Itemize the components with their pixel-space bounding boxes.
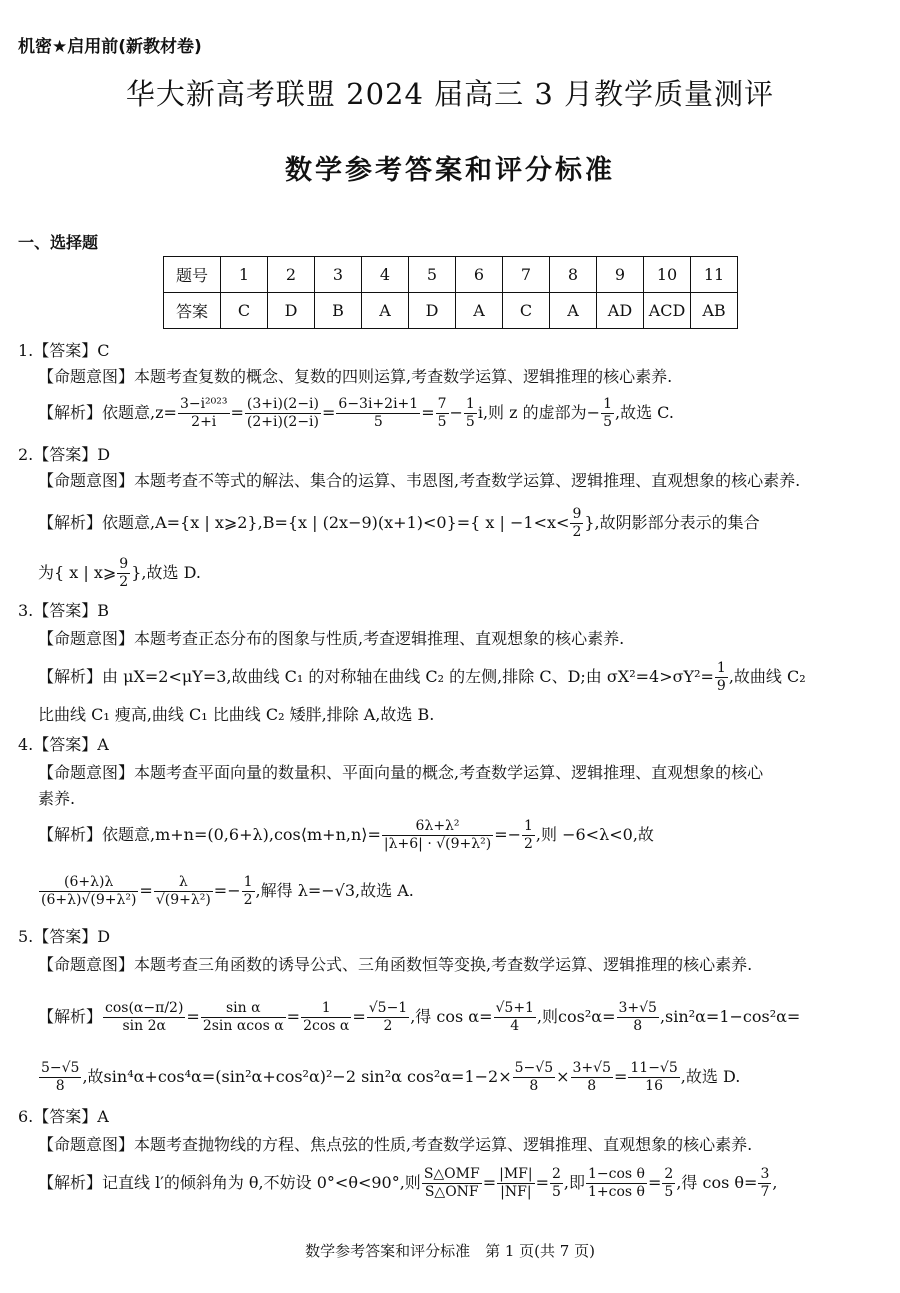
denominator: |λ+6| · √(9+λ²) <box>383 836 492 852</box>
equals: = <box>286 1007 301 1026</box>
equals: =− <box>494 825 521 844</box>
denominator: 2 <box>572 524 582 540</box>
q3-analysis-text: 【解析】由 μX=2<μY=3,故曲线 C₁ 的对称轴在曲线 C₂ 的左侧,排除 C、D;由 σX²=4>σY²= <box>38 667 714 686</box>
table-cell: 3 <box>315 257 362 293</box>
fraction <box>436 396 449 431</box>
numerator: 1 <box>716 660 726 676</box>
exam-title: 华大新高考联盟 2024 届高三 3 月教学质量测评 <box>125 77 775 111</box>
denominator: 2+i <box>191 414 217 430</box>
q5-analysis-line2 <box>38 1060 878 1095</box>
q2-analysis <box>38 506 878 541</box>
q6-intent: 【命题意图】本题考查抛物线的方程、焦点弦的性质,考查数学运算、逻辑推理、直观想象的核心素养. <box>38 1135 753 1154</box>
numerator: 1 <box>465 396 475 412</box>
answer-table-answer-row <box>164 293 738 329</box>
q1-intent: 【命题意图】本题考查复数的概念、复数的四则运算,考查数学运算、逻辑推理的核心素养. <box>38 367 673 386</box>
equals: = <box>613 1067 628 1086</box>
q4-intent: 【命题意图】本题考查平面向量的数量积、平面向量的概念,考查数学运算、逻辑推理、直观想象的核心 <box>38 763 764 782</box>
q5-answer: 5.【答案】D <box>18 927 111 946</box>
q2-intent: 【命题意图】本题考查不等式的解法、集合的运算、韦恩图,考查数学运算、逻辑推理、直观想象的核心素养. <box>38 471 801 490</box>
table-cell: 1 <box>221 257 268 293</box>
answer-table <box>163 256 738 329</box>
table-cell: 10 <box>644 257 691 293</box>
denominator: 5 <box>373 414 383 430</box>
table-cell: AB <box>691 293 738 329</box>
numerator: √5−1 <box>368 1000 408 1016</box>
confidential-label: 机密★启用前(新教材卷) <box>18 37 202 57</box>
q4-analysis-text: ,解得 λ=−√3,故选 A. <box>255 881 414 900</box>
q2-analysis-line2 <box>38 556 878 591</box>
q4-analysis-text: 【解析】依题意,m+n=(0,6+λ),cos⟨m+n,n⟩= <box>38 825 381 844</box>
numerator: cos(α−π/2) <box>105 1000 184 1016</box>
numerator: 9 <box>119 556 129 572</box>
times: × <box>556 1067 570 1086</box>
denominator: (6+λ)√(9+λ²) <box>41 892 137 908</box>
table-header-answer: 答案 <box>164 293 221 329</box>
q1-answer: 1.【答案】C <box>18 341 110 360</box>
q5-analysis-text: ,得 cos α= <box>410 1007 493 1026</box>
fraction <box>497 1166 534 1201</box>
table-cell: A <box>456 293 503 329</box>
table-cell: 9 <box>597 257 644 293</box>
fraction <box>586 1166 647 1201</box>
equals: = <box>322 403 336 422</box>
q1-analysis-text: ,故选 C. <box>614 403 674 422</box>
denominator: 5 <box>552 1184 561 1200</box>
denominator: sin 2α <box>122 1018 166 1034</box>
equals: = <box>482 1173 497 1192</box>
denominator: 7 <box>760 1184 770 1200</box>
q2-analysis-text: },故阴影部分表示的集合 <box>584 513 760 532</box>
answer-table-number-row <box>164 257 738 293</box>
denominator: 5 <box>664 1184 674 1200</box>
q4-analysis-line2 <box>38 874 878 909</box>
table-cell: C <box>503 293 550 329</box>
q4-analysis <box>38 818 878 853</box>
numerator: 1 <box>243 874 253 890</box>
denominator: 4 <box>510 1018 520 1034</box>
q6-analysis-text: , <box>772 1173 778 1192</box>
q5-analysis-text: ,故sin⁴α+cos⁴α=(sin²α+cos²α)²−2 sin²α cos²α=1−2× <box>82 1067 512 1086</box>
numerator: (6+λ)λ <box>39 874 138 892</box>
fraction <box>550 1166 563 1201</box>
numerator: S△OMF <box>423 1166 480 1182</box>
table-cell: C <box>221 293 268 329</box>
section-heading-choice: 一、选择题 <box>18 233 99 252</box>
numerator: λ <box>154 874 213 892</box>
equals: = <box>139 881 153 900</box>
table-cell: ACD <box>644 293 691 329</box>
denominator: 2 <box>524 836 533 852</box>
denominator: |NF| <box>500 1184 532 1200</box>
q5-intent: 【命题意图】本题考查三角函数的诱导公式、三角函数恒等变换,考查数学运算、逻辑推理的核心素养. <box>38 955 753 974</box>
denominator: √(9+λ²) <box>155 892 211 908</box>
numerator: sin α <box>201 1000 286 1018</box>
table-header-number: 题号 <box>164 257 221 293</box>
numerator: 3+√5 <box>618 1000 657 1016</box>
q5-analysis-text: ,则cos²α= <box>536 1007 616 1026</box>
numerator: 6λ+λ² <box>382 818 493 836</box>
q5-analysis-text: ,sin²α=1−cos²α= <box>659 1007 801 1026</box>
q6-analysis <box>38 1166 878 1201</box>
fraction <box>628 1060 679 1095</box>
table-cell: 4 <box>362 257 409 293</box>
numerator: 2 <box>664 1166 674 1182</box>
numerator: 1 <box>301 1000 351 1018</box>
denominator: 2sin αcos α <box>202 1018 284 1034</box>
numerator: 1 <box>603 396 612 412</box>
q4-answer: 4.【答案】A <box>18 735 109 754</box>
denominator: 5 <box>603 414 612 430</box>
equals: =− <box>213 881 241 900</box>
numerator: 5−√5 <box>514 1060 554 1076</box>
fraction <box>39 874 138 909</box>
numerator: 7 <box>437 396 447 412</box>
q3-answer: 3.【答案】B <box>18 601 110 620</box>
fraction <box>103 1000 185 1035</box>
q2-analysis-text: 【解析】依题意,A={x | x⩾2},B={x | (2x−9)(x+1)<0}={ x | −1<x< <box>38 513 570 532</box>
denominator: 8 <box>587 1078 597 1094</box>
table-cell: 8 <box>550 257 597 293</box>
numerator: 2 <box>552 1166 561 1182</box>
fraction <box>571 1060 613 1095</box>
q5-analysis-text: ,故选 D. <box>680 1067 741 1086</box>
fraction <box>367 1000 409 1035</box>
document-subtitle: 数学参考答案和评分标准 <box>285 155 615 186</box>
equals: = <box>648 1173 662 1192</box>
fraction <box>117 556 130 591</box>
fraction <box>522 818 535 853</box>
denominator: S△ONF <box>424 1184 479 1200</box>
equals: = <box>535 1173 549 1192</box>
numerator: 9 <box>572 506 582 522</box>
fraction <box>301 1000 351 1035</box>
q3-analysis-text: ,故曲线 C₂ <box>728 667 806 686</box>
fraction <box>494 1000 536 1035</box>
denominator: 1+cos θ <box>588 1184 645 1200</box>
minus: − <box>449 403 463 422</box>
numerator: √5+1 <box>495 1000 534 1016</box>
fraction <box>245 396 321 431</box>
numerator: (3+i)(2−i) <box>246 396 319 412</box>
denominator: 5 <box>465 414 475 430</box>
fraction <box>758 1166 771 1201</box>
numerator: 6−3i+2i+1 <box>338 396 419 412</box>
table-cell: B <box>315 293 362 329</box>
numerator: 3+√5 <box>572 1060 611 1076</box>
equals: = <box>421 403 435 422</box>
table-cell: 5 <box>409 257 456 293</box>
denominator: (2+i)(2−i) <box>246 414 319 430</box>
q1-analysis-text: 【解析】依题意,z= <box>38 403 177 422</box>
q4-analysis-text: ,则 −6<λ<0,故 <box>535 825 654 844</box>
table-cell: A <box>362 293 409 329</box>
table-cell: A <box>550 293 597 329</box>
fraction <box>422 1166 482 1201</box>
q1-analysis <box>38 396 878 431</box>
fraction <box>662 1166 675 1201</box>
q3-analysis <box>38 660 878 695</box>
q2-analysis-text: 为{ x | x⩾ <box>38 563 117 582</box>
table-cell: D <box>409 293 456 329</box>
equals: = <box>230 403 244 422</box>
numerator: 11−√5 <box>630 1060 678 1076</box>
numerator: 3 <box>760 1166 770 1182</box>
denominator: 9 <box>716 678 726 694</box>
fraction <box>242 874 255 909</box>
denominator: 8 <box>633 1018 643 1034</box>
numerator: 5−√5 <box>41 1060 80 1076</box>
q6-analysis-text: ,即 <box>563 1173 586 1192</box>
fraction <box>513 1060 555 1095</box>
table-cell: AD <box>597 293 644 329</box>
equals: = <box>352 1007 366 1026</box>
q2-analysis-text: },故选 D. <box>131 563 201 582</box>
fraction <box>570 506 583 541</box>
denominator: 2 <box>243 892 253 908</box>
q3-analysis-line2: 比曲线 C₁ 瘦高,曲线 C₁ 比曲线 C₂ 矮胖,排除 A,故选 B. <box>38 705 435 724</box>
fraction <box>39 1060 81 1095</box>
q6-analysis-text: ,得 cos θ= <box>676 1173 758 1192</box>
fraction <box>382 818 493 853</box>
table-cell: 2 <box>268 257 315 293</box>
fraction <box>601 396 614 431</box>
table-cell: 11 <box>691 257 738 293</box>
denominator: 16 <box>645 1078 663 1094</box>
page-footer: 数学参考答案和评分标准 第 1 页(共 7 页) <box>305 1242 595 1260</box>
denominator: 2 <box>119 574 129 590</box>
equals: = <box>186 1007 200 1026</box>
numerator: |MF| <box>499 1166 533 1182</box>
numerator: 1 <box>524 818 533 834</box>
fraction <box>178 396 230 431</box>
numerator: 1−cos θ <box>588 1166 645 1182</box>
numerator: 3−i²⁰²³ <box>179 396 228 412</box>
fraction <box>201 1000 286 1035</box>
denominator: 2 <box>383 1018 393 1034</box>
q6-answer: 6.【答案】A <box>18 1107 109 1126</box>
q5-analysis-text: 【解析】 <box>38 1007 103 1026</box>
table-cell: 6 <box>456 257 503 293</box>
fraction <box>336 396 420 431</box>
table-cell: 7 <box>503 257 550 293</box>
fraction <box>154 874 213 909</box>
fraction <box>715 660 728 695</box>
q1-analysis-text: i,则 z 的虚部为− <box>477 403 601 422</box>
denominator: 5 <box>437 414 447 430</box>
q6-analysis-text: 【解析】记直线 l′的倾斜角为 θ,不妨设 0°<θ<90°,则 <box>38 1173 421 1192</box>
q3-intent: 【命题意图】本题考查正态分布的图象与性质,考查逻辑推理、直观想象的核心素养. <box>38 629 625 648</box>
q5-analysis <box>38 1000 878 1035</box>
denominator: 8 <box>55 1078 65 1094</box>
fraction <box>617 1000 659 1035</box>
q4-intent-line2: 素养. <box>38 789 76 808</box>
denominator: 2cos α <box>303 1018 350 1034</box>
fraction <box>464 396 477 431</box>
table-cell: D <box>268 293 315 329</box>
q2-answer: 2.【答案】D <box>18 445 111 464</box>
denominator: 8 <box>529 1078 539 1094</box>
